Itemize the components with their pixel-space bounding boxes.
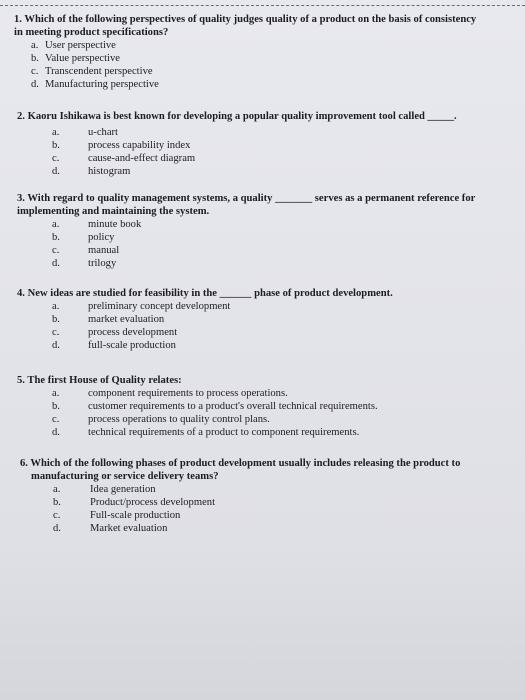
option-text: Product/process development <box>90 497 216 508</box>
question-3-option-a <box>52 218 517 231</box>
option-text: process operations to quality control plans. <box>88 414 270 425</box>
question-1-stem <box>14 13 519 39</box>
question-6-option-a <box>53 483 520 496</box>
option-text: customer requirements to a product's overall technical requirements. <box>88 401 378 412</box>
question-1 <box>14 13 519 91</box>
option-text: process capability index <box>88 140 191 151</box>
question-6-stem <box>20 457 520 483</box>
question-6-option-d <box>53 522 520 535</box>
option-text: manual <box>88 245 120 256</box>
top-dashed-rule <box>0 5 525 6</box>
option-letter: b. <box>52 314 60 325</box>
question-3-stem-line-2: implementing and maintaining the system. <box>17 206 210 217</box>
option-text: trilogy <box>88 258 117 269</box>
option-text: full-scale production <box>88 340 176 351</box>
question-2-stem-line-1: 2. Kaoru Ishikawa is best known for developing a popular quality improvement tool called _____. <box>17 111 457 122</box>
option-text: User perspective <box>45 40 116 51</box>
question-3-option-c <box>52 244 517 257</box>
question-5-option-c <box>52 413 517 426</box>
question-6-option-c <box>53 509 520 522</box>
question-1-option-d <box>31 78 519 91</box>
question-1-option-c <box>31 65 519 78</box>
option-text: market evaluation <box>88 314 165 325</box>
option-letter: c. <box>52 153 60 164</box>
question-6-stem-line-1: 6. Which of the following phases of product development usually includes releasing the product to <box>20 458 461 469</box>
question-6 <box>20 457 520 535</box>
option-letter: d. <box>52 340 60 351</box>
question-2-stem <box>17 110 517 123</box>
option-text: Full-scale production <box>90 510 181 521</box>
option-text: Manufacturing perspective <box>45 79 159 90</box>
option-letter: c. <box>52 245 60 256</box>
question-2-option-d <box>52 165 517 178</box>
question-3-stem <box>17 192 517 218</box>
option-text: u-chart <box>88 127 118 138</box>
question-3-option-b <box>52 231 517 244</box>
question-4-option-d <box>52 339 517 352</box>
question-3-option-d <box>52 257 517 270</box>
option-letter: d. <box>31 79 39 90</box>
option-letter: d. <box>52 427 60 438</box>
question-2-option-a <box>52 126 517 139</box>
question-3 <box>17 192 517 270</box>
option-letter: d. <box>53 523 61 534</box>
question-2 <box>17 110 517 178</box>
option-letter: a. <box>53 484 61 495</box>
question-1-option-a <box>31 39 519 52</box>
option-text: Market evaluation <box>90 523 168 534</box>
question-4 <box>17 287 517 352</box>
question-4-stem <box>17 287 517 300</box>
paper-shadow <box>0 550 525 700</box>
option-letter: c. <box>52 327 60 338</box>
option-letter: d. <box>52 166 60 177</box>
question-6-option-b <box>53 496 520 509</box>
question-4-option-b <box>52 313 517 326</box>
question-5-option-d <box>52 426 517 439</box>
option-letter: a. <box>52 388 60 399</box>
option-text: policy <box>88 232 115 243</box>
question-6-stem-line-2: manufacturing or service delivery teams? <box>31 471 219 482</box>
question-4-option-a <box>52 300 517 313</box>
question-2-option-b <box>52 139 517 152</box>
option-letter: b. <box>52 401 60 412</box>
question-1-stem-line-1: 1. Which of the following perspectives of quality judges quality of a product on the basis of consistency <box>14 14 477 25</box>
option-letter: b. <box>52 232 60 243</box>
option-letter: b. <box>31 53 39 64</box>
option-letter: b. <box>53 497 61 508</box>
option-letter: d. <box>52 258 60 269</box>
question-5-option-a <box>52 387 517 400</box>
question-3-stem-line-1: 3. With regard to quality management systems, a quality _______ serves as a permanent reference for <box>17 193 476 204</box>
option-text: preliminary concept development <box>88 301 231 312</box>
question-1-option-b <box>31 52 519 65</box>
option-letter: a. <box>52 127 60 138</box>
question-5-stem-line-1: 5. The first House of Quality relates: <box>17 375 182 386</box>
question-4-stem-line-1: 4. New ideas are studied for feasibility in the ______ phase of product development. <box>17 288 393 299</box>
question-2-option-c <box>52 152 517 165</box>
question-5-option-b <box>52 400 517 413</box>
option-text: component requirements to process operations. <box>88 388 288 399</box>
option-letter: a. <box>31 40 39 51</box>
question-1-stem-line-2: in meeting product specifications? <box>14 27 169 38</box>
option-letter: a. <box>52 301 60 312</box>
option-letter: b. <box>52 140 60 151</box>
option-letter: c. <box>52 414 60 425</box>
option-letter: c. <box>53 510 61 521</box>
option-text: Idea generation <box>90 484 156 495</box>
option-letter: c. <box>31 66 39 77</box>
option-text: Transcendent perspective <box>45 66 153 77</box>
option-text: process development <box>88 327 178 338</box>
option-text: histogram <box>88 166 131 177</box>
option-text: technical requirements of a product to component requirements. <box>88 427 360 438</box>
option-text: cause-and-effect diagram <box>88 153 196 164</box>
question-5-stem <box>17 374 517 387</box>
question-5 <box>17 374 517 439</box>
option-letter: a. <box>52 219 60 230</box>
option-text: minute book <box>88 219 142 230</box>
option-text: Value perspective <box>45 53 121 64</box>
question-4-option-c <box>52 326 517 339</box>
